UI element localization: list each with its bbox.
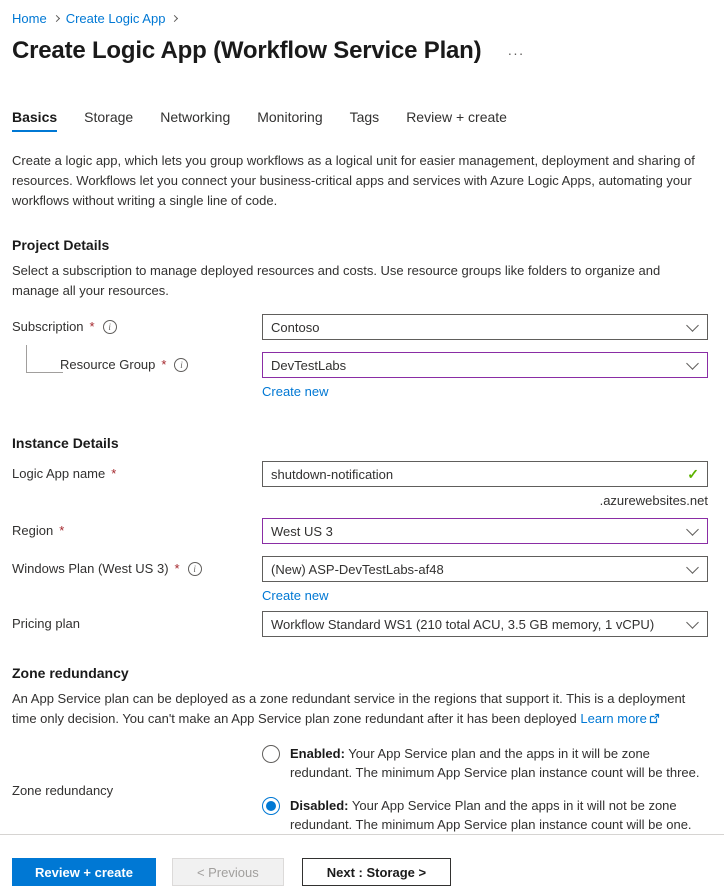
info-icon[interactable] (188, 562, 202, 576)
tab-networking[interactable]: Networking (160, 109, 231, 125)
wizard-footer (0, 834, 724, 895)
chevron-down-icon (686, 523, 699, 536)
tab-basics[interactable]: Basics (12, 109, 57, 132)
info-icon[interactable] (103, 320, 117, 334)
required-asterisk: * (161, 357, 167, 372)
logic-app-name-field (262, 461, 708, 487)
project-details-heading: Project Details (12, 237, 110, 253)
zone-redundancy-disabled-option[interactable]: Disabled: Your App Service Plan and the apps in it will not be zone redundant. The minimum App Service plan instance count will be one. (262, 796, 708, 834)
learn-more-link[interactable]: Learn more (580, 711, 659, 726)
tab-storage[interactable]: Storage (84, 109, 134, 125)
chevron-right-icon (53, 15, 60, 22)
chevron-down-icon (686, 357, 699, 370)
required-asterisk: * (111, 466, 117, 481)
tab-tags[interactable]: Tags (349, 109, 380, 125)
external-link-icon (649, 710, 660, 730)
subscription-dropdown[interactable]: Contoso (262, 314, 708, 340)
required-asterisk: * (89, 319, 95, 334)
breadcrumb-home-link[interactable]: Home (12, 10, 47, 26)
logic-app-name-label: Logic App name * (12, 466, 117, 481)
review-create-button[interactable]: Review + create (12, 858, 156, 886)
validation-check-icon (687, 466, 699, 483)
tab-review-create[interactable]: Review + create (406, 109, 507, 125)
hierarchy-connector (26, 345, 63, 373)
chevron-down-icon (686, 616, 699, 629)
resource-group-label: Resource Group * i (12, 352, 262, 372)
next-storage-button[interactable]: Next : Storage > (302, 858, 451, 886)
chevron-right-icon (171, 15, 178, 22)
region-dropdown[interactable]: West US 3 (262, 518, 708, 544)
region-label: Region * (12, 523, 65, 538)
subscription-label: Subscription * i (12, 314, 262, 334)
project-details-description: Select a subscription to manage deployed resources and costs. Use resource groups like folders to organize and manage all your resources. (12, 263, 661, 298)
radio-button-disabled[interactable] (262, 797, 280, 815)
required-asterisk: * (174, 561, 180, 576)
tab-monitoring[interactable]: Monitoring (257, 109, 323, 125)
info-icon[interactable] (174, 358, 188, 372)
zone-redundancy-enabled-option[interactable]: Enabled: Your App Service plan and the apps in it will be zone redundant. The minimum App Service plan instance count will be three. (262, 744, 708, 782)
resource-group-dropdown[interactable]: DevTestLabs (262, 352, 708, 378)
zone-redundancy-label: Zone redundancy (12, 782, 114, 798)
radio-button-enabled[interactable] (262, 745, 280, 763)
pricing-plan-dropdown[interactable]: Workflow Standard WS1 (210 total ACU, 3.5 GB memory, 1 vCPU) (262, 611, 708, 637)
more-menu-icon[interactable]: ··· (507, 45, 525, 61)
breadcrumb-create-logic-app-link[interactable]: Create Logic App (65, 10, 166, 26)
chevron-down-icon (686, 319, 699, 332)
previous-button[interactable]: < Previous (172, 858, 284, 886)
zone-redundancy-heading: Zone redundancy (12, 665, 129, 681)
pricing-plan-label: Pricing plan (12, 616, 80, 631)
required-asterisk: * (59, 523, 65, 538)
resource-group-create-new-link[interactable]: Create new (262, 384, 329, 399)
page-title: Create Logic App (Workflow Service Plan) (12, 37, 482, 64)
wizard-tabs (12, 109, 708, 132)
zone-redundancy-radio-group (12, 744, 708, 834)
windows-plan-create-new-link[interactable]: Create new (262, 588, 329, 603)
windows-plan-label: Windows Plan (West US 3) * i (12, 556, 262, 576)
zone-redundancy-description: An App Service plan can be deployed as a zone redundant service in the regions that support it. This is a deployment time only decision. You can't make an App Service plan zone redundant after it has been deployed Learn more (12, 689, 708, 730)
domain-suffix: .azurewebsites.net (599, 493, 708, 508)
logic-app-name-input[interactable] (271, 467, 687, 482)
windows-plan-dropdown[interactable]: (New) ASP-DevTestLabs-af48 (262, 556, 708, 582)
instance-details-heading: Instance Details (12, 435, 119, 451)
breadcrumb (12, 8, 708, 28)
chevron-down-icon (686, 561, 699, 574)
intro-text: Create a logic app, which lets you group workflows as a logical unit for easier management, deployment and sharing of resources. Workflows let you connect your business-critical apps and services with Azure Logic Apps, automating your workflows without writing a single line of code. (12, 153, 695, 208)
